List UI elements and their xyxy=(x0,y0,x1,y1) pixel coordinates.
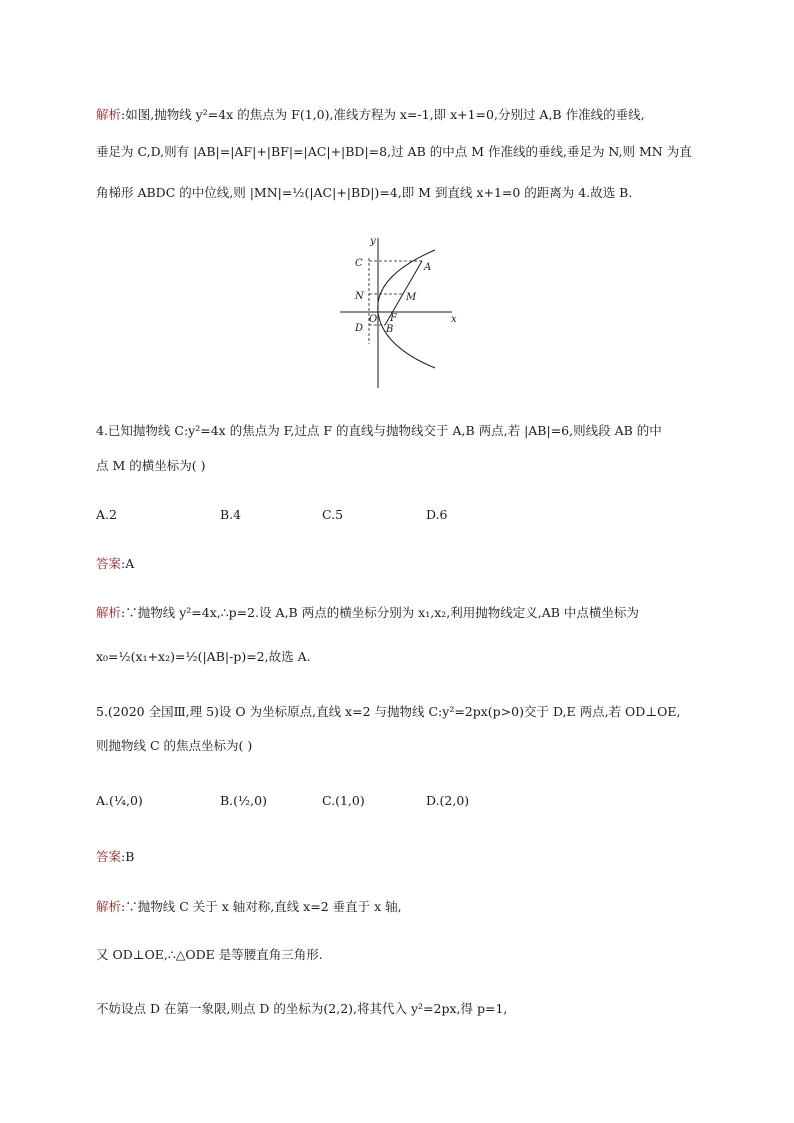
label-c: C xyxy=(355,258,363,269)
text-run: :∵抛物线 y²=4x,∴p=2.设 A,B 两点的横坐标分别为 x₁,x₂,利用抛物线定义,AB 中点横坐标为 xyxy=(121,605,639,620)
text-run: 角梯形 ABDC 的中位线,则 |MN|=½(|AC|+|BD|)=4,即 M 到直线 x+1=0 的距离为 4.故选 B. xyxy=(96,185,633,200)
q4-option-a: A.2 xyxy=(96,507,117,522)
analysis-label: 解析 xyxy=(96,899,122,914)
parabola-figure xyxy=(330,228,470,390)
analysis-label: 解析 xyxy=(96,107,122,122)
q4-option-b: B.4 xyxy=(220,507,242,522)
label-o: O xyxy=(369,314,378,325)
q4-option-d: D.6 xyxy=(426,507,448,522)
text-run: 4.已知抛物线 C:y²=4x 的焦点为 F,过点 F 的直线与抛物线交于 A,B 两点,若 |AB|=6,则线段 AB 的中 xyxy=(96,423,662,438)
q5-stem-line-1 xyxy=(96,703,716,721)
q4-stem-line-2 xyxy=(96,457,716,475)
text-run: x₀=½(x₁+x₂)=½(|AB|-p)=2,故选 A. xyxy=(96,649,311,664)
q5-analysis-line-3 xyxy=(96,1000,716,1018)
q4-stem-line-1 xyxy=(96,422,716,440)
q5-option-d: D.(2,0) xyxy=(426,793,470,808)
q5-option-c: C.(1,0) xyxy=(322,793,365,808)
q5-options xyxy=(96,793,716,813)
text-run: 垂足为 C,D,则有 |AB|=|AF|+|BF|=|AC|+|BD|=8,过 AB 的中点 M 作准线的垂线,垂足为 N,则 MN 为直 xyxy=(96,144,692,159)
q5-analysis-line-1 xyxy=(96,898,716,916)
label-m: M xyxy=(406,292,417,303)
q3-analysis-line-1 xyxy=(96,106,716,124)
text-run: 点 M 的横坐标为( ) xyxy=(96,458,206,473)
q4-option-c: C.5 xyxy=(322,507,344,522)
q3-analysis-line-2 xyxy=(96,143,716,161)
text-run: 5.(2020 全国Ⅲ,理 5)设 O 为坐标原点,直线 x=2 与抛物线 C:y²=2px(p>0)交于 D,E 两点,若 OD⊥OE, xyxy=(96,704,681,719)
text-run: :∵抛物线 C 关于 x 轴对称,直线 x=2 垂直于 x 轴, xyxy=(121,899,402,914)
text-run: :A xyxy=(121,556,135,571)
label-n: N xyxy=(355,291,364,302)
q4-analysis-line-2 xyxy=(96,648,716,666)
label-d: D xyxy=(355,323,364,334)
text-run: :如图,抛物线 y²=4x 的焦点为 F(1,0),准线方程为 x=-1,即 x+1=0,分别过 A,B 作准线的垂线, xyxy=(121,107,645,122)
text-run: 不妨设点 D 在第一象限,则点 D 的坐标为(2,2),将其代入 y²=2px,得 p=1, xyxy=(96,1001,508,1016)
answer-label: 答案 xyxy=(96,556,122,571)
label-y: y xyxy=(370,236,376,247)
parabola-diagram xyxy=(330,228,470,390)
q5-option-a: A.(¼,0) xyxy=(96,793,143,808)
q5-answer-line xyxy=(96,848,716,866)
label-x: x xyxy=(451,314,457,325)
q5-option-b: B.(½,0) xyxy=(220,793,267,808)
q3-analysis-line-3 xyxy=(96,184,716,202)
q4-analysis-line-1 xyxy=(96,604,716,622)
q5-analysis-line-2 xyxy=(96,946,716,964)
answer-label: 答案 xyxy=(96,849,122,864)
text-run: 则抛物线 C 的焦点坐标为( ) xyxy=(96,738,253,753)
label-a: A xyxy=(424,262,432,273)
text-run: :B xyxy=(121,849,135,864)
q4-answer-line xyxy=(96,555,716,573)
text-run: 又 OD⊥OE,∴△ODE 是等腰直角三角形. xyxy=(96,947,323,962)
q4-options xyxy=(96,507,716,527)
label-f: F xyxy=(390,313,397,324)
analysis-label: 解析 xyxy=(96,605,122,620)
label-b: B xyxy=(386,324,394,335)
q5-stem-line-2 xyxy=(96,737,716,755)
